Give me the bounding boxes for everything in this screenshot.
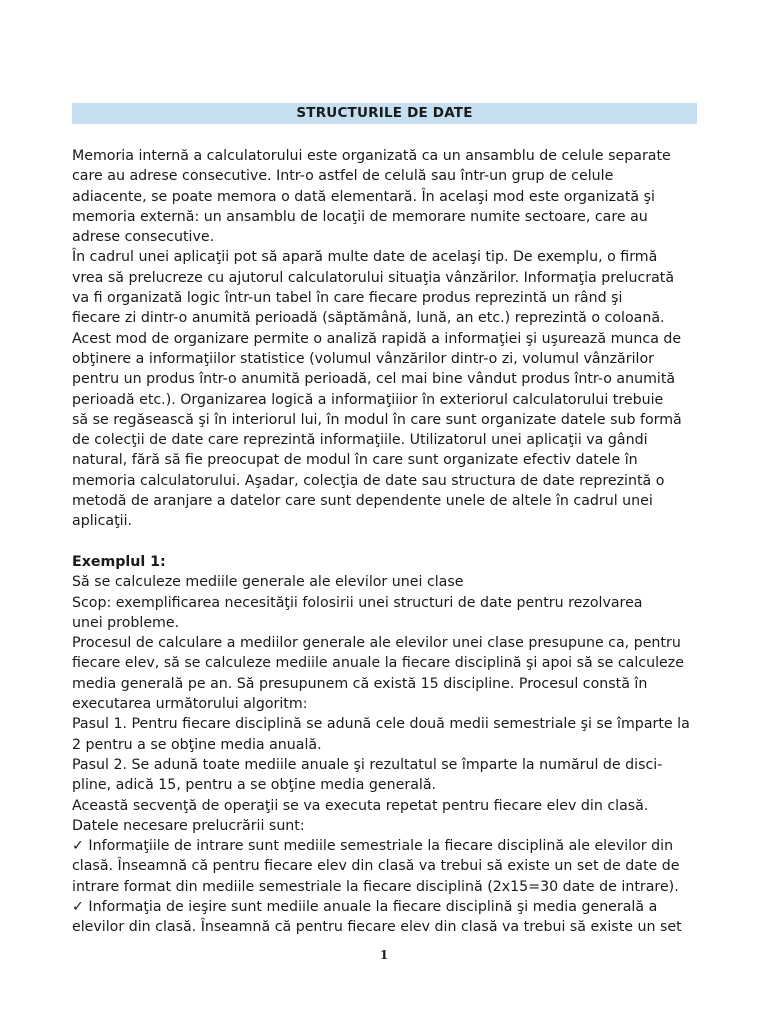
- paragraph-memory: [72, 146, 702, 247]
- text-line: intrare format din mediile semestriale la fiecare disciplină (2x15=30 date de intrare).: [72, 878, 679, 895]
- text-line: memoria calculatorului. Aşadar, colecţia de date sau structura de date reprezintă o: [72, 472, 665, 489]
- text-line: aplicaţii.: [72, 513, 133, 530]
- text-line: care au adrese consecutive. Intr-o astfel de celulă sau într-un grup de celule: [72, 168, 614, 185]
- text-line: În cadrul unei aplicaţii pot să apară multe date de acelaşi tip. De exemplu, o firmă: [72, 249, 658, 266]
- text-line: unei probleme.: [72, 614, 180, 631]
- text-line: ✓ Informaţiile de intrare sunt mediile semestriale la fiecare disciplină ale elevilor din: [72, 838, 674, 855]
- text-line: să se regăsească şi în interiorul lui, în modul în care sunt organizate datele sub formă: [72, 411, 682, 428]
- text-line: Pasul 2. Se adună toate mediile anuale şi rezultatul se împarte la numărul de disci-: [72, 756, 663, 773]
- text-line: pentru un produs într-o anumită perioadă, cel mai bine vândut produs într-o anumită: [72, 371, 676, 388]
- paragraph-applications: [72, 247, 702, 531]
- text-line: fiecare elev, să se calculeze mediile anuale la fiecare disciplină şi apoi să se calculeze: [72, 655, 684, 672]
- text-line: Datele necesare prelucrării sunt:: [72, 817, 305, 834]
- text-line: executarea următorului algoritm:: [72, 696, 308, 713]
- text-line: Scop: exemplificarea necesităţii folosirii unei structuri de date pentru rezolvarea: [72, 594, 643, 611]
- text-line: de colecţii de date care reprezintă informaţiile. Utilizatorul unei aplicaţii va gândi: [72, 432, 648, 449]
- text-line: Această secvenţă de operaţii se va executa repetat pentru fiecare elev din clasă.: [72, 797, 649, 814]
- text-line: 2 pentru a se obţine media anuală.: [72, 736, 322, 753]
- text-line: ✓ Informaţia de ieşire sunt mediile anuale la fiecare disciplină şi media generală a: [72, 898, 658, 915]
- text-line: metodă de aranjare a datelor care sunt dependente unele de altele în cadrul unei: [72, 493, 653, 510]
- text-line: natural, fără să fie preocupat de modul în care sunt organizate efectiv datele în: [72, 452, 638, 469]
- text-line: obţinere a informaţiilor statistice (volumul vânzărilor dintr-o zi, volumul vânzărilor: [72, 350, 654, 367]
- text-line: fiecare zi dintr-o anumită perioadă (săptămână, lună, an etc.) reprezintă o coloană.: [72, 310, 665, 327]
- text-line: Să se calculeze mediile generale ale elevilor unei clase: [72, 574, 464, 591]
- text-line: perioadă etc.). Organizarea logică a informaţiiior în exteriorul calculatorului trebuie: [72, 391, 664, 408]
- document-body: [72, 146, 702, 938]
- text-line: Memoria internă a calculatorului este organizată ca un ansamblu de celule separate: [72, 148, 671, 164]
- text-line: clasă. Înseamnă că pentru fiecare elev din clasă va trebui să existe un set de date de: [72, 858, 680, 875]
- document-title: STRUCTURILE DE DATE: [72, 103, 697, 124]
- text-line: vrea să prelucreze cu ajutorul calculatorului situaţia vânzărilor. Informaţia prelucrată: [72, 269, 675, 286]
- example-heading: Exemplul 1:: [72, 553, 166, 570]
- text-line: pline, adică 15, pentru a se obţine media generală.: [72, 777, 437, 794]
- text-line: adrese consecutive.: [72, 229, 215, 246]
- text-line: memoria externă: un ansamblu de locaţii de memorare numite sectoare, care au: [72, 208, 648, 225]
- text-line: elevilor din clasă. Înseamnă că pentru fiecare elev din clasă va trebui să existe un set: [72, 919, 682, 936]
- text-line: Acest mod de organizare permite o analiză rapidă a informaţiei şi uşurează munca de: [72, 330, 682, 347]
- page-number: 1: [379, 948, 389, 962]
- text-line: media generală pe an. Să presupunem că există 15 discipline. Procesul constă în: [72, 675, 648, 692]
- text-line: Procesul de calculare a mediilor generale ale elevilor unei clase presupune ca, pentru: [72, 635, 681, 652]
- text-line: Pasul 1. Pentru fiecare disciplină se adună cele două medii semestriale şi se împarte la: [72, 716, 690, 733]
- example-body: [72, 572, 702, 937]
- text-line: va fi organizată logic într-un tabel în care fiecare produs reprezintă un rând şi: [72, 290, 623, 307]
- text-line: adiacente, se poate memora o dată elementară. În acelaşi mod este organizată şi: [72, 188, 655, 205]
- paragraph-gap: [72, 532, 702, 552]
